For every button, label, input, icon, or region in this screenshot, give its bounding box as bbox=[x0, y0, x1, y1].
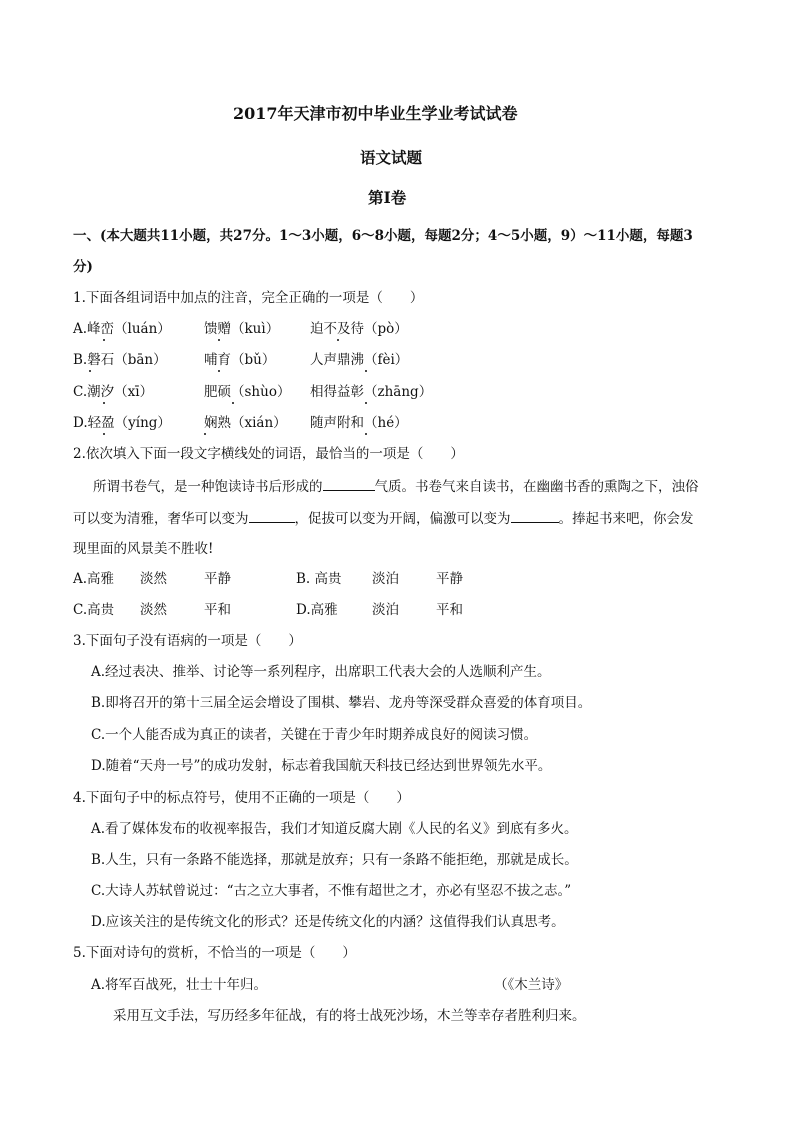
q5-option-a-source: （《木兰诗》 bbox=[494, 977, 569, 993]
q2-option-d: D.高雅 bbox=[296, 602, 338, 618]
emphasis-dot bbox=[103, 433, 105, 435]
q2-text: 可以变为清雅，奢华可以变为 bbox=[73, 511, 249, 527]
q1-option-d-2: 娴熟（xián） bbox=[204, 415, 287, 431]
q2-text: 所谓书卷气，是一种饱读诗书后形成的 bbox=[93, 479, 323, 495]
q2-option-a-3: 平静 bbox=[204, 571, 231, 587]
q5-option-a-note: 采用互文手法，写历经多年征战，有的将士战死沙场，木兰等幸存者胜利归来。 bbox=[113, 1008, 586, 1024]
q1-option-c-3: 相得益彰（zhāng） bbox=[310, 384, 433, 400]
q2-passage-line1 bbox=[93, 478, 699, 495]
emphasis-dot bbox=[218, 339, 220, 341]
q1-option-a-1: A.峰峦（luán） bbox=[73, 321, 171, 337]
fill-blank bbox=[249, 510, 295, 523]
q2-option-b-3: 平静 bbox=[436, 571, 463, 587]
emphasis-dot bbox=[365, 370, 367, 372]
q2-passage-line2 bbox=[73, 510, 694, 527]
section-heading-line1: 一、(本大题共11小题，共27分。1～3小题，6～8小题，每题2分；4～5小题，9）～11小题，每题3 bbox=[73, 228, 693, 244]
exam-title: 2017年天津市初中毕业生学业考试试卷 bbox=[233, 104, 518, 123]
q2-option-b-2: 淡泊 bbox=[372, 571, 399, 587]
q3-option-c: C.一个人能否成为真正的读者，关键在于青少年时期养成良好的阅读习惯。 bbox=[91, 727, 538, 743]
q1-option-d-1: D.轻盈（yíng） bbox=[73, 415, 171, 431]
q2-option-c: C.高贵 bbox=[73, 602, 115, 618]
q2-option-a: A.高雅 bbox=[73, 571, 115, 587]
q1-option-c-1: C.潮汐（xī） bbox=[73, 384, 154, 400]
fill-blank bbox=[323, 478, 375, 491]
q2-passage-line3: 现里面的风景美不胜收! bbox=[73, 541, 214, 557]
emphasis-dot bbox=[204, 433, 206, 435]
emphasis-dot bbox=[365, 402, 367, 404]
q3-stem: 3.下面句子没有语病的一项是（ ） bbox=[73, 633, 302, 649]
q1-option-b-2: 哺育（bǔ） bbox=[204, 352, 276, 368]
q5-option-a: A.将军百战死，壮士十年归。 bbox=[91, 977, 268, 993]
q2-stem: 2.依次填入下面一段文字横线处的词语，最恰当的一项是（ ） bbox=[73, 446, 464, 462]
q1-option-a-2: 馈赠（kuì） bbox=[204, 321, 280, 337]
q2-option-b: B. 高贵 bbox=[296, 571, 342, 587]
emphasis-dot bbox=[89, 370, 91, 372]
q2-option-d-3: 平和 bbox=[436, 602, 463, 618]
volume-title: 第Ⅰ卷 bbox=[368, 188, 407, 207]
q2-option-a-2: 淡然 bbox=[140, 571, 167, 587]
q2-text: 。捧起书来吧，你会发 bbox=[558, 511, 694, 527]
q1-option-b-1: B.磐石（bān） bbox=[73, 352, 167, 368]
q3-option-b: B.即将召开的第十三届全运会增设了围棋、攀岩、龙舟等深受群众喜爱的体育项目。 bbox=[91, 695, 592, 711]
emphasis-dot bbox=[103, 402, 105, 404]
q2-text: 气质。书卷气来自读书，在幽幽书香的熏陶之下，浊俗 bbox=[374, 479, 699, 495]
q1-option-c-2: 肥硕（shùo） bbox=[204, 384, 291, 400]
q5-stem: 5.下面对诗句的赏析，不恰当的一项是（ ） bbox=[73, 945, 356, 961]
q4-option-d: D.应该关注的是传统文化的形式？还是传统文化的内涵？这值得我们认真思考。 bbox=[91, 914, 565, 930]
emphasis-dot bbox=[365, 433, 367, 435]
q2-text: ，促拔可以变为开阔，偏激可以变为 bbox=[294, 511, 511, 527]
q2-option-d-2: 淡泊 bbox=[372, 602, 399, 618]
q1-stem: 1.下面各组词语中加点的注音，完全正确的一项是（ ） bbox=[73, 290, 424, 306]
q1-option-a-3: 迫不及待（pò） bbox=[310, 321, 408, 337]
q4-option-c: C.大诗人苏轼曾说过：“古之立大事者，不惟有超世之才，亦必有坚忍不拔之志。” bbox=[91, 883, 572, 899]
section-heading-line2: 分) bbox=[73, 259, 93, 275]
emphasis-dot bbox=[337, 339, 339, 341]
q4-option-b: B.人生，只有一条路不能选择，那就是放弃；只有一条路不能拒绝，那就是成长。 bbox=[91, 852, 578, 868]
subject-title: 语文试题 bbox=[360, 148, 423, 167]
q3-option-d: D.随着“天舟一号”的成功发射，标志着我国航天科技已经达到世界领先水平。 bbox=[91, 758, 552, 774]
q1-option-d-3: 随声附和（hé） bbox=[310, 415, 408, 431]
emphasis-dot bbox=[103, 339, 105, 341]
emphasis-dot bbox=[218, 370, 220, 372]
q3-option-a: A.经过表决、推举、讨论等一系列程序，出席职工代表大会的人选顺利产生。 bbox=[91, 664, 551, 680]
q2-option-c-3: 平和 bbox=[204, 602, 231, 618]
q2-option-c-2: 淡然 bbox=[140, 602, 167, 618]
q4-option-a: A.看了媒体发布的收视率报告，我们才知道反腐大剧《人民的名义》到底有多火。 bbox=[91, 821, 578, 837]
q4-stem: 4.下面句子中的标点符号，使用不正确的一项是（ ） bbox=[73, 790, 410, 806]
q1-option-b-3: 人声鼎沸（fèi） bbox=[310, 352, 409, 368]
fill-blank bbox=[511, 510, 559, 523]
emphasis-dot bbox=[232, 402, 234, 404]
